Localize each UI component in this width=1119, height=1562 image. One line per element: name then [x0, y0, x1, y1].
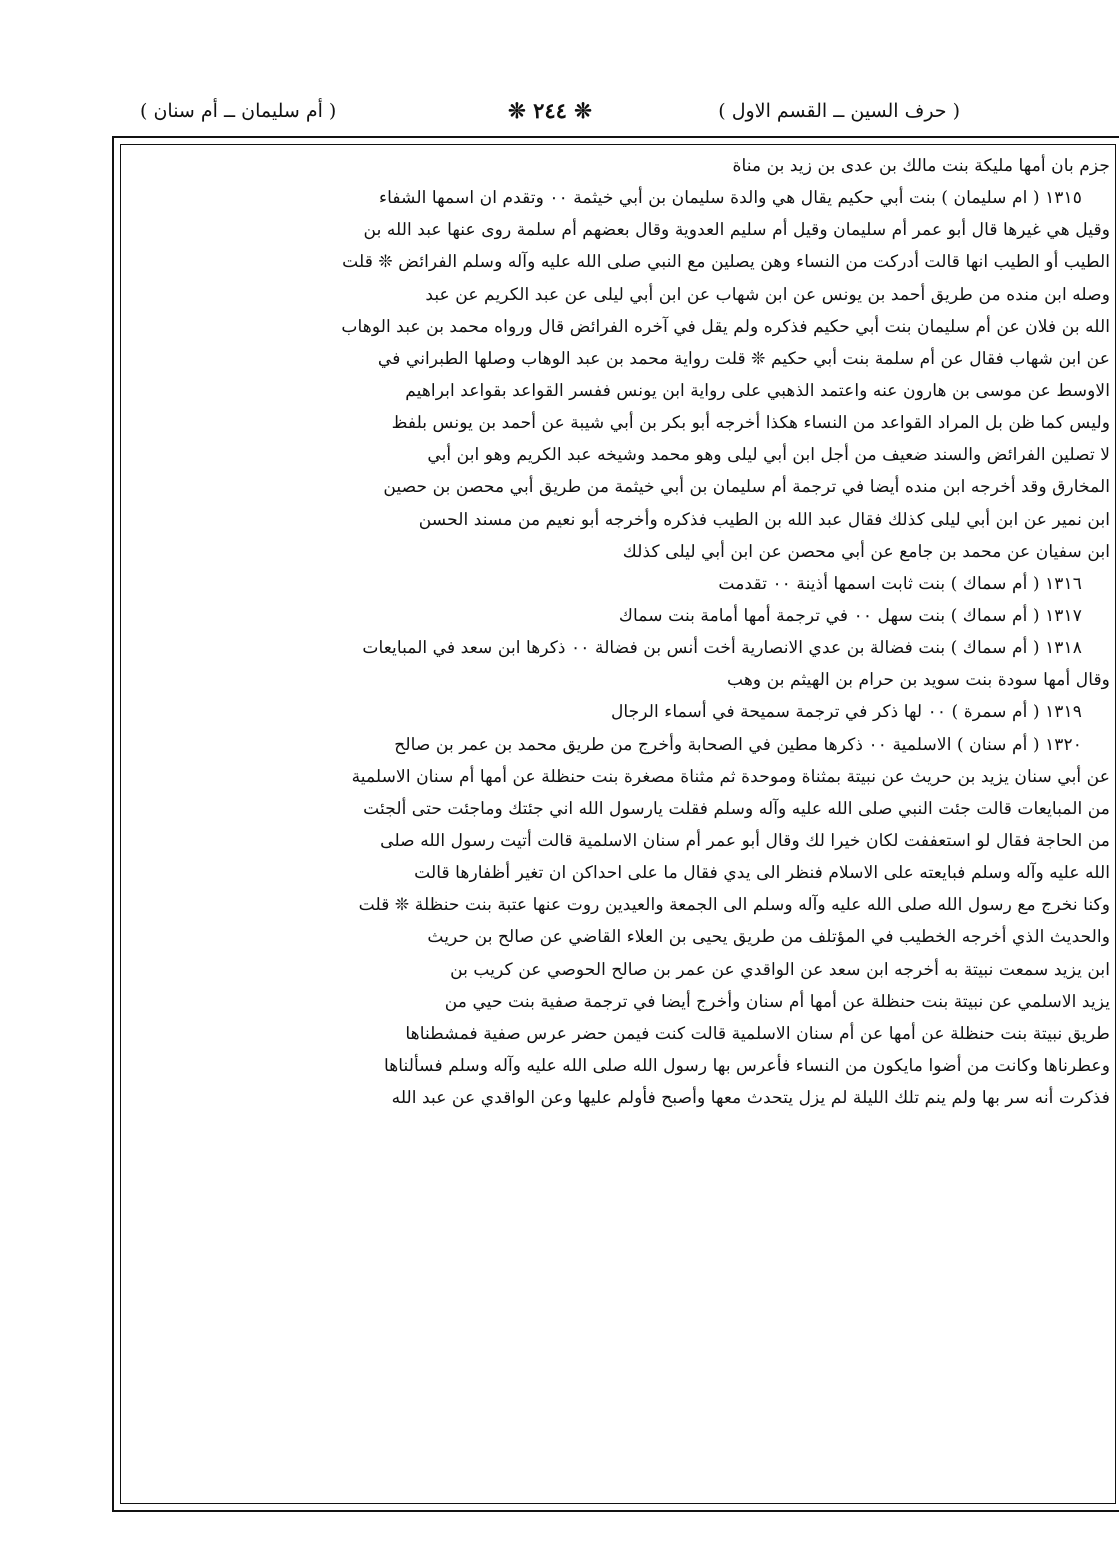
text-line: والحديث الذي أخرجه الخطيب في المؤتلف من طريق يحيى بن العلاء القاضي عن صالح بن حريث: [427, 927, 1110, 948]
header-entries-range: ( أم سليمان ــ أم سنان ): [140, 100, 337, 122]
text-line: ابن سفيان عن محمد بن جامع عن أبي محصن عن ابن أبي ليلى كذلك: [622, 541, 1110, 562]
text-line: وصله ابن منده من طريق أحمد بن يونس عن ابن شهاب عن ابن أبي ليلى عن عبد الكريم عن عبد: [425, 284, 1110, 305]
text-line: يزيد الاسلمي عن نبيتة بنت حنظلة عن أمها أم سنان وأخرج أيضا في ترجمة صفية بنت حيي من: [444, 991, 1110, 1012]
text-line: من المبايعات قالت جئت النبي صلى الله عليه وآله وسلم فقلت يارسول الله اني جئتك وماجئت حتى ألجئت: [363, 798, 1110, 819]
text-line: ١٣١٦ ( أم سماك ) بنت ثابت اسمها أذينة ٠٠ تقدمت: [718, 573, 1082, 594]
text-line: ١٣٢٠ ( أم سنان ) الاسلمية ٠٠ ذكرها مطين في الصحابة وأخرج من طريق محمد بن عمر بن صالح: [394, 734, 1082, 755]
text-line: وقيل هي غيرها قال أبو عمر أم سليمان وقيل أم سليم العدوية وقال بعضهم أم سلمة روى عنها عبد الله بن: [363, 220, 1110, 241]
page-number: ❊ ٢٤٤ ❊: [508, 98, 592, 123]
text-line: طريق نبيتة بنت حنظلة عن أمها عن أم سنان الاسلمية قالت كنت فيمن حضر عرس صفية فمشطناها: [405, 1023, 1110, 1044]
text-line: لا تصلين الفرائض والسند ضعيف من أجل ابن أبي ليلى وهو محمد وشيخه عبد الكريم وهو ابن أبي: [427, 445, 1110, 466]
page-header: [140, 96, 960, 126]
text-line: عن أبي سنان يزيد بن حريث عن نبيتة بمثناة وموحدة ثم مثناة مصغرة بنت حنظلة عن أمها أم سنان الاسلمية: [351, 766, 1110, 787]
text-line: ابن يزيد سمعت نبيتة به أخرجه ابن سعد عن الواقدي عن عمر بن صالح الحوصي عن كريب بن: [450, 959, 1110, 980]
text-line: ١٣١٩ ( أم سمرة ) ٠٠ لها ذكر في ترجمة سميحة في أسماء الرجال: [610, 702, 1082, 723]
text-line: ١٣١٥ ( ام سليمان ) بنت أبي حكيم يقال هي والدة سليمان بن أبي خيثمة ٠٠ وتقدم ان اسمها الشفاء: [379, 188, 1082, 209]
text-line: عن ابن شهاب فقال عن أم سلمة بنت أبي حكيم ❊ قلت رواية محمد بن عبد الوهاب وصلها الطبراني في: [377, 348, 1110, 369]
body-text: [126, 150, 1110, 1500]
text-line: وعطرناها وكانت من أضوا مايكون من النساء فأعرس بها رسول الله صلى الله عليه وآله وسلم فسألناها: [383, 1055, 1110, 1076]
text-line: من الحاجة فقال لو استعففت لكان خيرا لك وقال أبو عمر أم سنان الاسلمية قالت أتيت رسول الله صلى: [380, 830, 1110, 851]
text-line: الله عليه وآله وسلم فبايعته على الاسلام فنظر الى يدي فقال ما على احداكن ان تغير أظفارها قالت: [414, 863, 1110, 884]
text-line: وكنا نخرج مع رسول الله صلى الله عليه وآله وسلم الى الجمعة والعيدين روت عنها عتبة بنت حنظلة ❊ قلت: [358, 895, 1110, 916]
text-line: فذكرت أنه سر بها ولم ينم تلك الليلة لم يزل يتحدث معها وأصبح فأولم عليها وعن الواقدي عن عبد الله: [391, 1088, 1110, 1109]
header-chapter-title: ( حرف السين ــ القسم الاول ): [718, 100, 960, 122]
text-line: جزم بان أمها مليكة بنت مالك بن عدى بن زيد بن مناة: [732, 156, 1110, 176]
text-line: وليس كما ظن بل المراد القواعد من النساء هكذا أخرجه أبو بكر بن أبي شيبة عن أحمد بن يونس بلفظ: [391, 413, 1110, 434]
text-line: المخارق وقد أخرجه ابن منده أيضا في ترجمة أم سليمان بن أبي خيثمة من طريق أبي محصن بن حصين: [383, 477, 1110, 498]
text-line: الطيب أو الطيب انها قالت أدركت من النساء وهن يصلين مع النبي صلى الله عليه وآله وسلم الفرائض ❊ قلت: [342, 252, 1110, 273]
text-line: الاوسط عن موسى بن هارون عنه واعتمد الذهبي على رواية ابن يونس ففسر القواعد بقواعد ابراهيم: [405, 380, 1110, 401]
text-line: ١٣١٧ ( أم سماك ) بنت سهل ٠٠ في ترجمة أمها أمامة بنت سماك: [618, 605, 1082, 626]
text-line: ١٣١٨ ( أم سماك ) بنت فضالة بن عدي الانصارية أخت أنس بن فضالة ٠٠ ذكرها ابن سعد في المبايعات: [362, 638, 1082, 659]
text-line: وقال أمها سودة بنت سويد بن حرام بن الهيثم بن وهب: [726, 670, 1110, 691]
text-line: الله بن فلان عن أم سليمان بنت أبي حكيم فذكره ولم يقل في آخره الفرائض قال ورواه محمد بن عبد الوهاب: [341, 316, 1110, 337]
text-line: ابن نمير عن ابن أبي ليلى كذلك فقال عبد الله بن الطيب فذكره وأخرجه أبو نعيم من مسند الحسن: [418, 509, 1110, 530]
